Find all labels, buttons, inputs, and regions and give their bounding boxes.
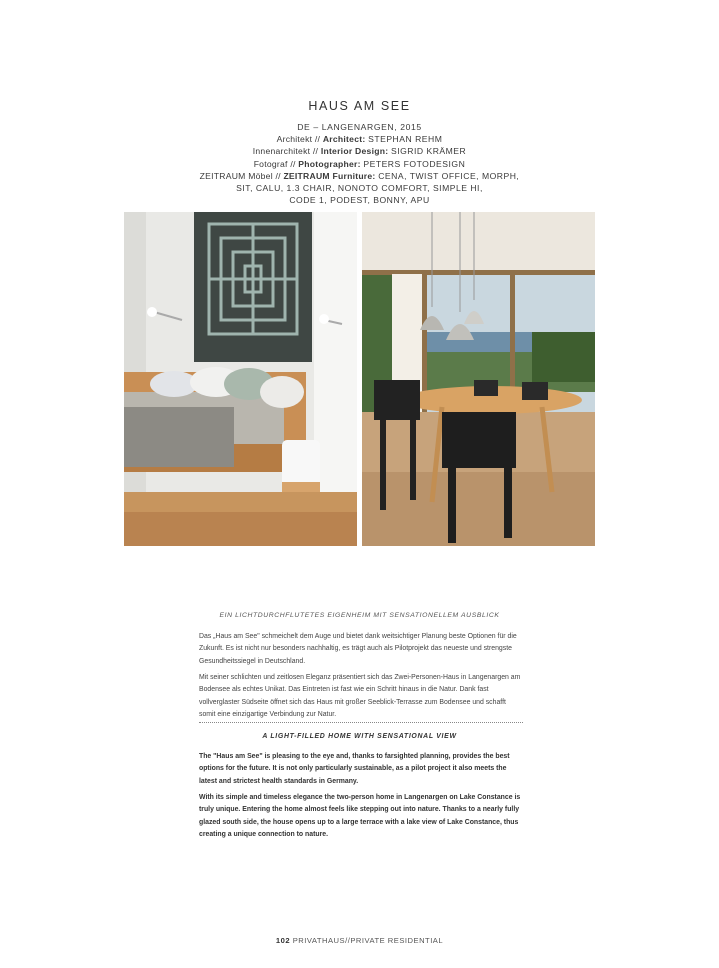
page-footer [0, 936, 719, 945]
bedroom-illustration [124, 212, 357, 546]
dining-photo [362, 212, 595, 546]
credit-architect: Architekt // Architect: STEPHAN REHM [276, 134, 443, 145]
page-title: HAUS AM SEE [308, 99, 411, 113]
furniture-line-3: CODE 1, PODEST, BONNY, APU [289, 195, 430, 206]
section-divider [199, 722, 523, 723]
bedroom-photo [124, 212, 357, 546]
german-paragraph-2: Mit seiner schlichten und zeitlosen Eleganz präsentiert sich das Zwei-Personen-Haus in Langenargen am Bodensee als echtes Unikat. Das Eintreten ist fast wie ein Schritt hinaus in die Natur. Dank fast vollverglaster Südseite öffnet sich das Haus mit großer Seeblick-Terrasse zum Bodensee und schafft somit eine einzigartige Verbindung zur Natur. [199, 674, 521, 718]
english-subhead: A LIGHT-FILLED HOME WITH SENSATIONAL VIEW [262, 733, 457, 740]
furniture-line-2: SIT, CALU, 1.3 CHAIR, NONOTO COMFORT, SIMPLE HI, [236, 183, 483, 194]
english-paragraph-2: With its simple and timeless elegance the two-person home in Langenargen on Lake Constance is truly unique. Entering the home almost feels like stepping out into nature. Thanks to a nearly fully glazed south side, the house opens up to a large terrace with a lake view of Lake Constance, thus creating a unique connection to nature. [199, 794, 521, 838]
credit-furniture: ZEITRAUM Möbel // ZEITRAUM Furniture: CENA, TWIST OFFICE, MORPH, [199, 170, 520, 181]
german-paragraph-1: Das „Haus am See" schmeichelt dem Auge und bietet dank weitsichtiger Planung beste Optionen für die Zukunft. Es ist nicht nur besonders nachhaltig, es trägt auch als Pilotprojekt das neueste und strengste Gesundheitssiegel in Deutschland. [199, 633, 517, 665]
english-paragraph-1: The "Haus am See" is pleasing to the eye and, thanks to farsighted planning, provides the best options for the future. It is not only particularly sustainable, as a pilot project it also meets the latest and strictest health standards in Germany. [199, 753, 510, 785]
credit-photographer: Fotograf // Photographer: PETERS FOTODESIGN [253, 158, 466, 169]
footer-section-en: PRIVATE RESIDENTIAL [350, 936, 444, 945]
credit-interior-design: Innenarchitekt // Interior Design: SIGRID KRÄMER [252, 146, 467, 157]
credits-block [0, 121, 719, 206]
page-number: 102 [275, 936, 291, 945]
footer-section-de: PRIVATHAUS [292, 936, 346, 945]
dining-illustration [362, 212, 595, 546]
german-subhead: EIN LICHTDURCHFLUTETES EIGENHEIM MIT SENSATIONELLEM AUSBLICK [219, 612, 500, 619]
location-year: DE – LANGENARGEN, 2015 [297, 122, 422, 132]
footer-separator: // [345, 936, 351, 945]
